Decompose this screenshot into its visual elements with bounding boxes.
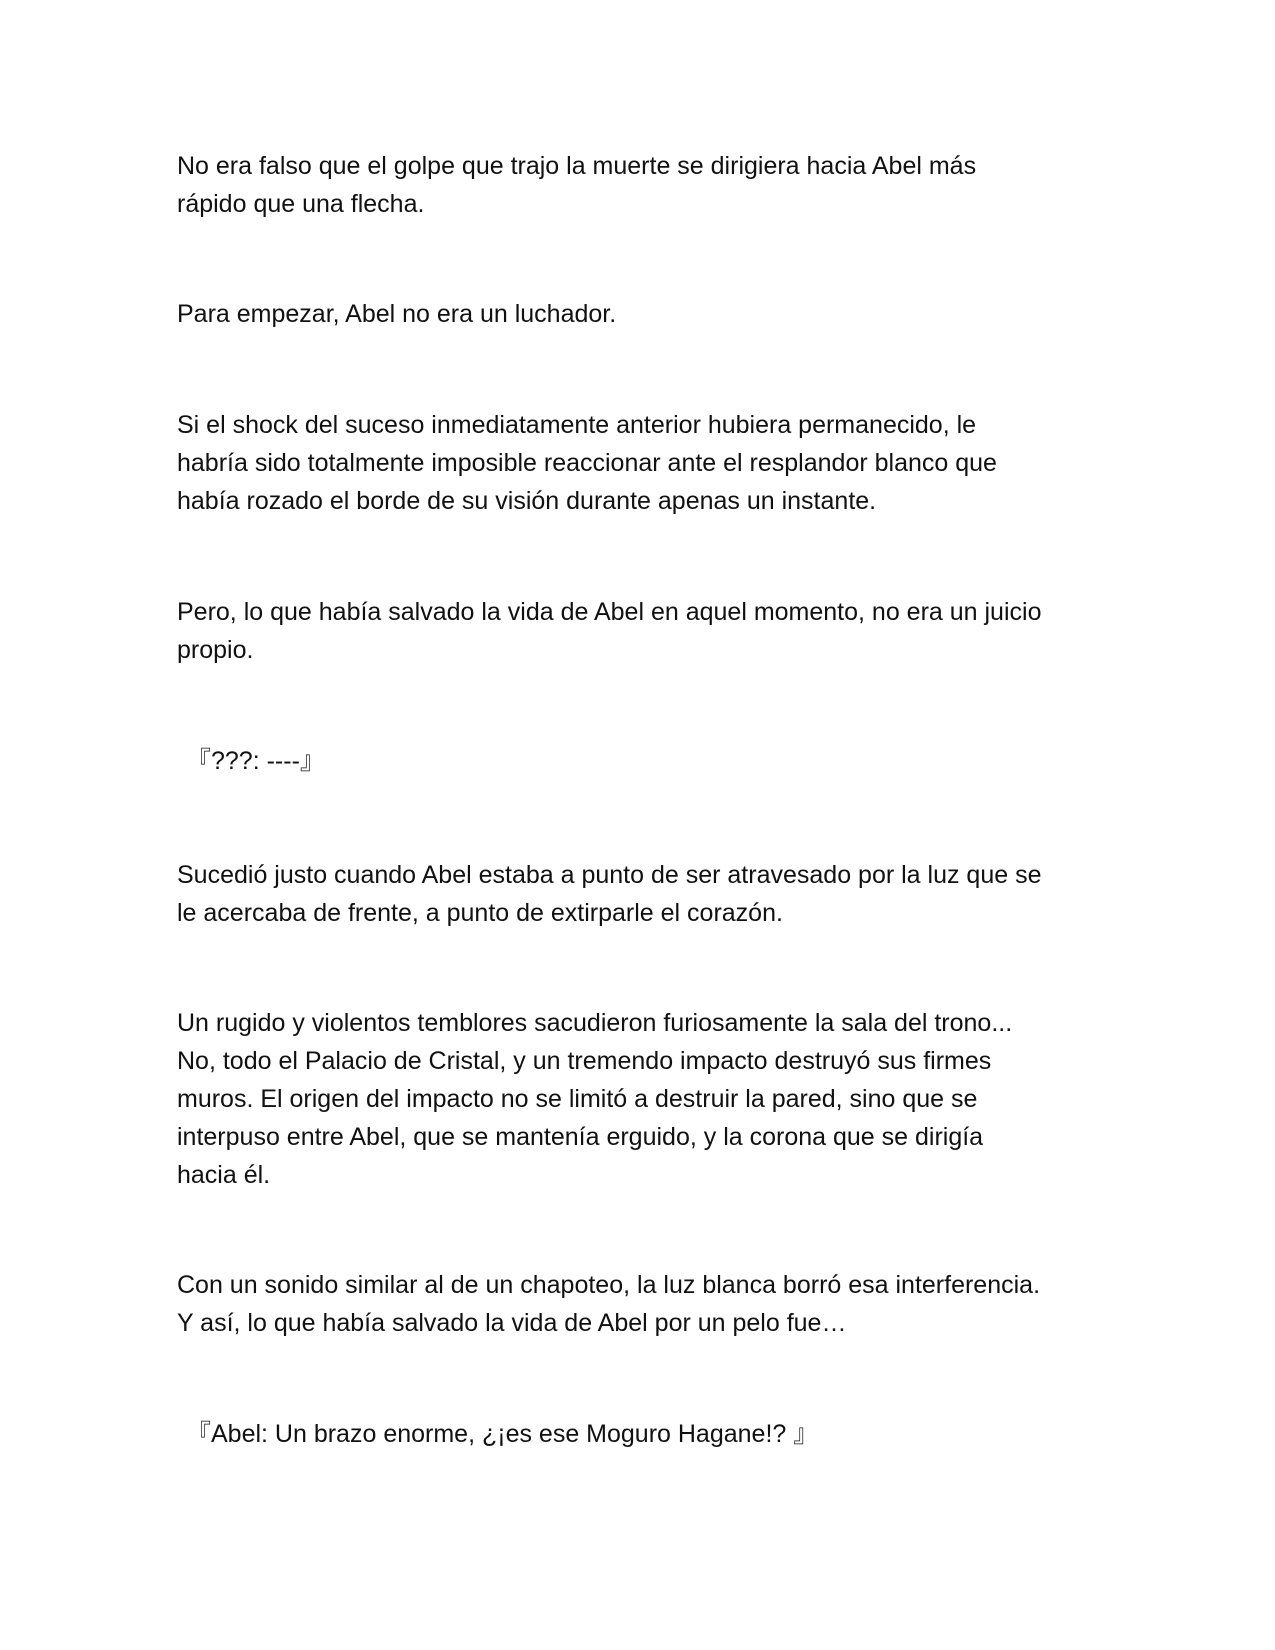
- paragraph-5: [177, 856, 1117, 932]
- paragraph-3: [177, 406, 1117, 520]
- paragraph-line: Con un sonido similar al de un chapoteo, la luz blanca borró esa interferencia.: [177, 1271, 1041, 1299]
- paragraph-line: había rozado el borde de su visión durante apenas un instante.: [177, 487, 877, 515]
- paragraph-line: muros. El origen del impacto no se limitó a destruir la pared, sino que se: [177, 1085, 978, 1113]
- paragraph-line: interpuso entre Abel, que se mantenía erguido, y la corona que se dirigía: [177, 1123, 984, 1151]
- paragraph-line: hacia él.: [177, 1161, 271, 1189]
- dialogue-unknown: [186, 742, 1126, 780]
- paragraph-line: Para empezar, Abel no era un luchador.: [177, 300, 617, 328]
- dialogue-line: 『???: ----』: [186, 747, 325, 775]
- paragraph-1: [177, 147, 1117, 223]
- paragraph-6: [177, 1004, 1117, 1194]
- paragraph-line: Pero, lo que había salvado la vida de Abel en aquel momento, no era un juicio: [177, 598, 1042, 626]
- paragraph-line: Si el shock del suceso inmediatamente anterior hubiera permanecido, le: [177, 411, 977, 439]
- paragraph-line: le acercaba de frente, a punto de extirparle el corazón.: [177, 899, 783, 927]
- paragraph-line: habría sido totalmente imposible reaccionar ante el resplandor blanco que: [177, 449, 997, 477]
- dialogue-abel: [186, 1415, 1126, 1453]
- paragraph-4: [177, 593, 1117, 669]
- paragraph-line: No, todo el Palacio de Cristal, y un tremendo impacto destruyó sus firmes: [177, 1047, 992, 1075]
- paragraph-line: rápido que una flecha.: [177, 190, 425, 218]
- paragraph-7: [177, 1266, 1117, 1342]
- dialogue-line: 『Abel: Un brazo enorme, ¿¡es ese Moguro Hagane!? 』: [186, 1420, 819, 1448]
- paragraph-line: Un rugido y violentos temblores sacudieron furiosamente la sala del trono...: [177, 1009, 1013, 1037]
- paragraph-line: No era falso que el golpe que trajo la muerte se dirigiera hacia Abel más: [177, 152, 977, 180]
- paragraph-2: [177, 295, 1117, 333]
- paragraph-line: propio.: [177, 636, 254, 664]
- paragraph-line: Y así, lo que había salvado la vida de Abel por un pelo fue…: [177, 1309, 847, 1337]
- paragraph-line: Sucedió justo cuando Abel estaba a punto de ser atravesado por la luz que se: [177, 861, 1042, 889]
